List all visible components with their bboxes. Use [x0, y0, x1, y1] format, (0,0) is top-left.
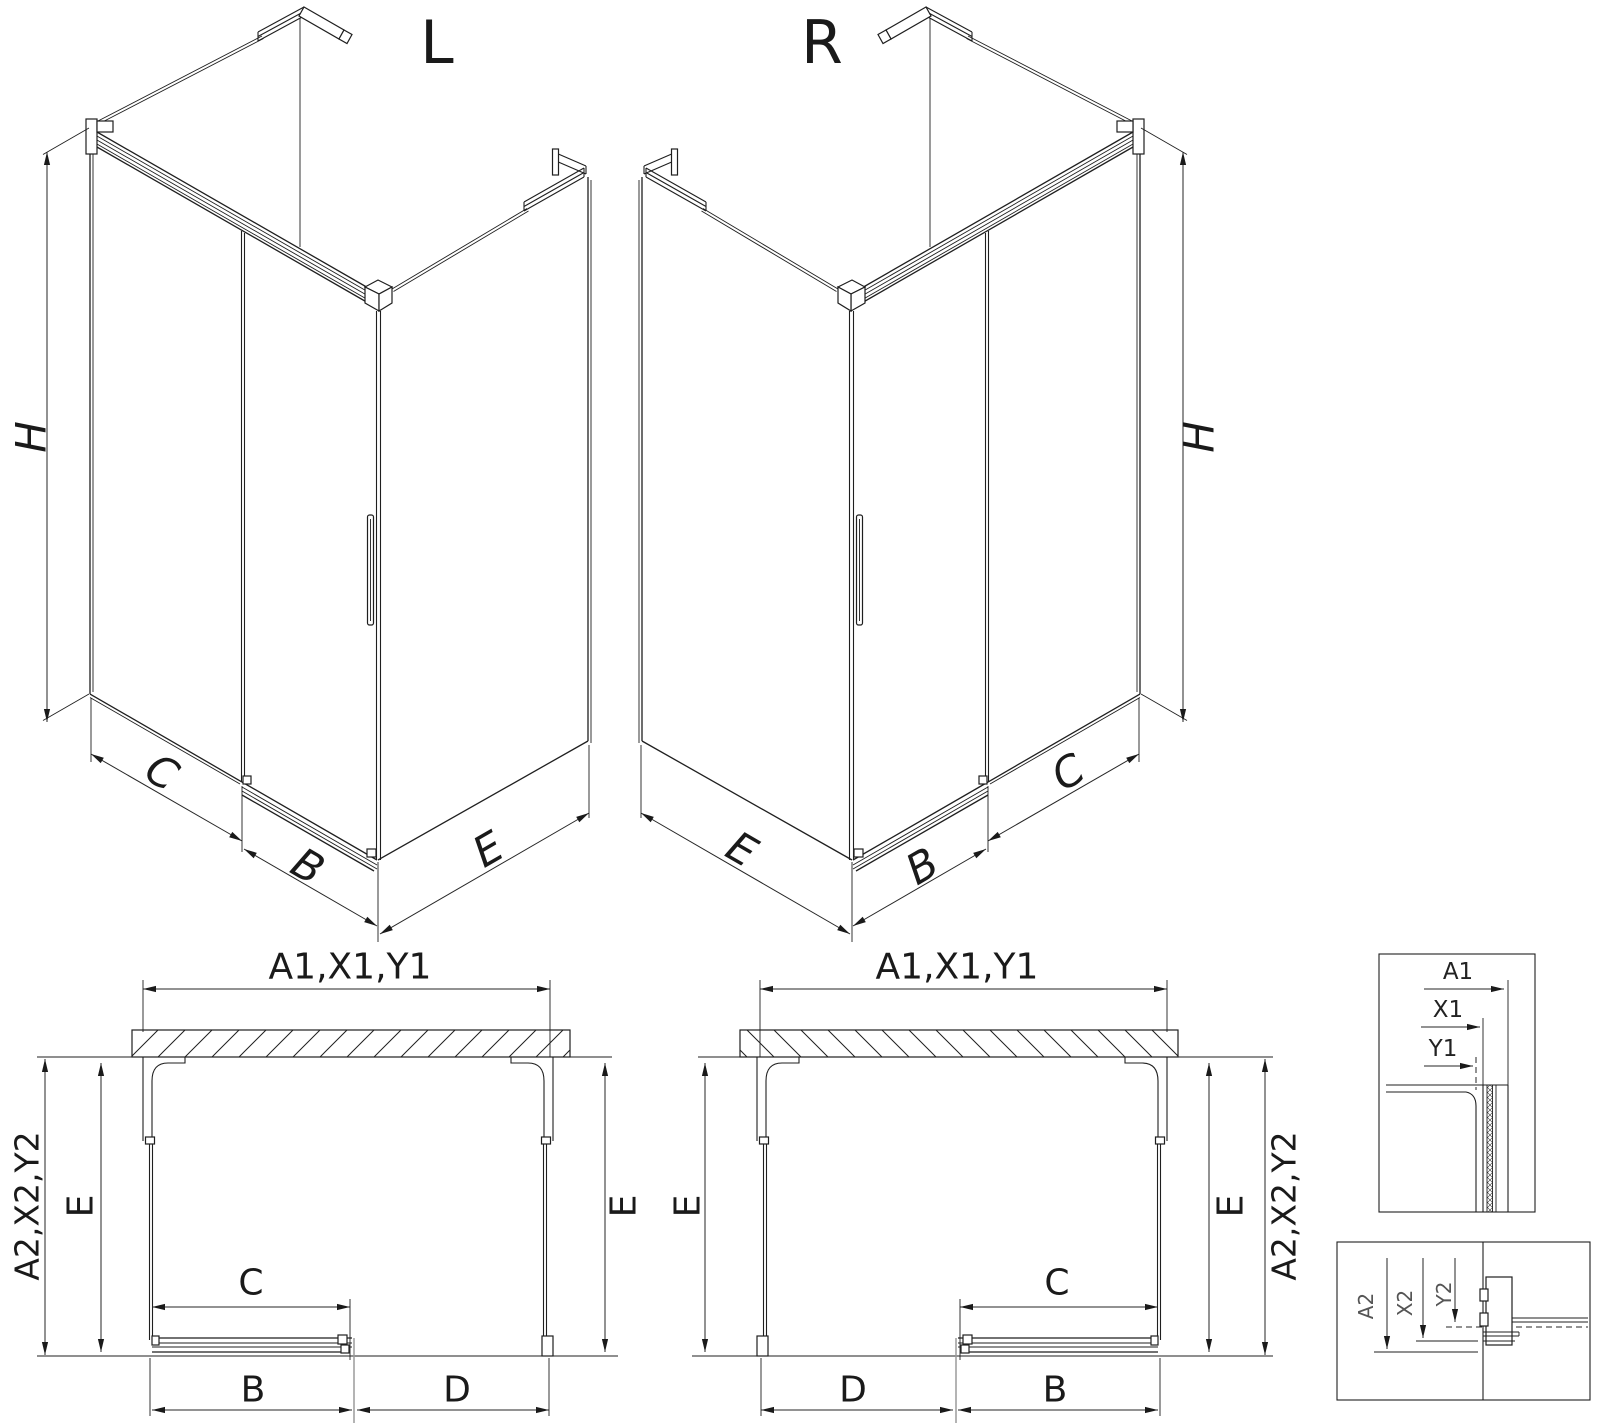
iso-right-title: R — [801, 7, 843, 78]
iso-left-title: L — [420, 7, 454, 78]
plan-left-dim-d: D — [443, 1369, 471, 1411]
plan-left-dim-c: C — [238, 1262, 264, 1304]
plan-view-left — [8, 947, 645, 1423]
detail-top-label-a1: A1 — [1442, 959, 1474, 986]
plan-left-dim-a2x2y2: A2,X2,Y2 — [7, 1131, 47, 1281]
detail-view-top — [1379, 954, 1535, 1212]
plan-right-dim-a1x1y1: A1,X1,Y1 — [875, 946, 1039, 988]
iso-right-dim-b: B — [897, 837, 947, 895]
plan-right-dim-e-right: E — [1210, 1194, 1252, 1218]
detail-bottom-label-a2: A2 — [1354, 1292, 1378, 1320]
plan-right-dim-e-left: E — [667, 1194, 709, 1218]
detail-top-label-y1: Y1 — [1428, 1036, 1458, 1063]
iso-right-dim-c: C — [1043, 743, 1094, 801]
iso-view-left — [7, 7, 591, 942]
plan-left-dim-b: B — [240, 1369, 266, 1411]
plan-right-dim-d: D — [839, 1369, 867, 1411]
detail-top-label-x1: X1 — [1432, 997, 1464, 1024]
iso-left-dim-c: C — [136, 743, 187, 801]
plan-view-right — [668, 947, 1304, 1423]
plan-left-dim-e-right: E — [603, 1194, 645, 1218]
plan-left-dim-a1x1y1: A1,X1,Y1 — [268, 946, 432, 988]
iso-left-dim-b: B — [283, 837, 333, 895]
iso-left-dim-e: E — [464, 821, 512, 878]
iso-view-right — [639, 7, 1224, 942]
iso-right-dim-h: H — [1174, 421, 1224, 453]
detail-view-bottom — [1337, 1242, 1590, 1400]
iso-right-dim-e: E — [718, 821, 766, 878]
plan-right-dim-a2x2y2: A2,X2,Y2 — [1264, 1131, 1304, 1281]
plan-right-dim-c: C — [1044, 1262, 1070, 1304]
iso-left-dim-h: H — [6, 421, 56, 453]
detail-bottom-label-y2: Y2 — [1432, 1281, 1456, 1307]
detail-bottom-label-x2: X2 — [1393, 1289, 1417, 1317]
plan-right-dim-b: B — [1042, 1369, 1068, 1411]
plan-left-dim-e-left: E — [60, 1194, 102, 1218]
